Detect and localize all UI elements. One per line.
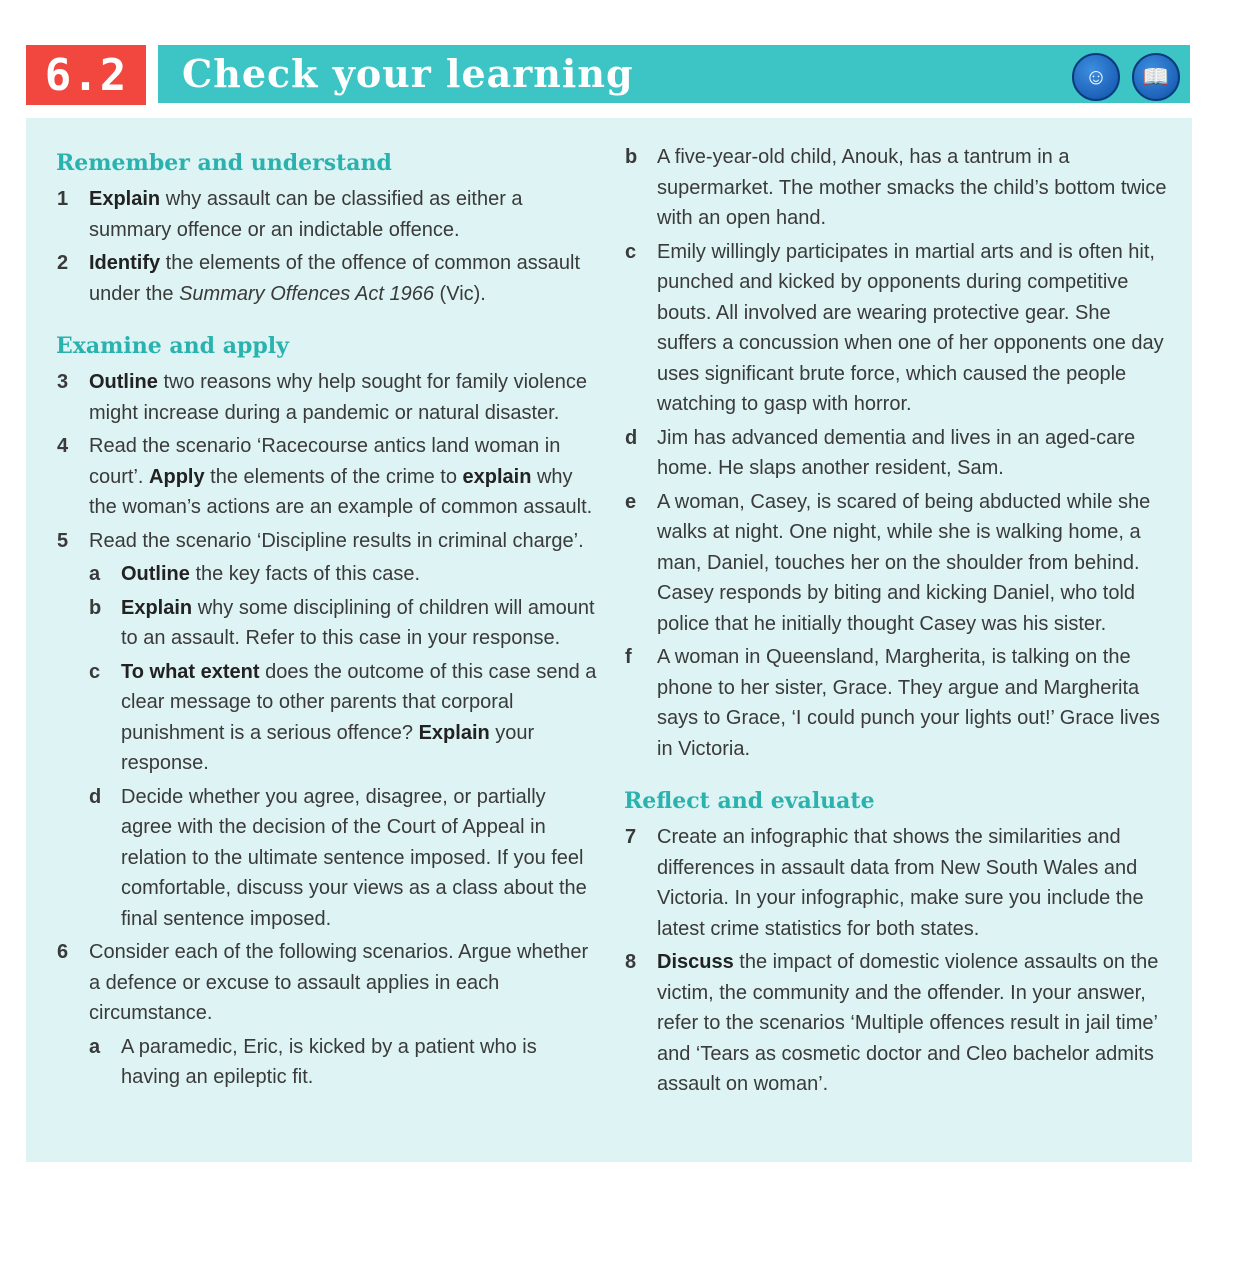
question-text: Summary Offences Act 1966 [179, 282, 434, 305]
questions-panel [26, 118, 1192, 1162]
head-icon[interactable]: ☺ [1072, 53, 1120, 101]
question-number: b [625, 146, 638, 168]
command-verb: Outline [121, 563, 190, 585]
question-number: 8 [625, 951, 637, 973]
question-text: the elements of the crime to [204, 465, 463, 488]
command-verb: explain [462, 465, 532, 488]
sub-question [57, 1032, 597, 1093]
question-text: the impact of domestic violence assaults on the victim, the community and the offender. In your answer, refer to the scenarios ‘Multiple offences result in jail time’ and ‘Tears as cosmetic doctor and Cleo bachelor admits assault on woman’. [657, 951, 1159, 1095]
left-column [57, 150, 597, 1096]
question-item [57, 431, 597, 523]
question-text: A woman in Queensland, Margherita, is talking on the phone to her sister, Grace. They argue and Margherita says to Grace, ‘I could punch your lights out!’ Grace lives in Victoria. [657, 646, 1160, 760]
question-text: A five-year-old child, Anouk, has a tantrum in a supermarket. The mother smacks the child’s bottom twice with an open hand. [657, 146, 1167, 229]
question-number: e [625, 490, 637, 513]
question-item [625, 642, 1170, 764]
question-text: does the outcome of this case send a clear message to other parents that corporal punishment is a serious offence? [121, 660, 597, 744]
question-number: c [89, 660, 101, 683]
section-heading: Examine and apply [56, 333, 289, 359]
question-text: (Vic). [434, 282, 486, 305]
question-text: Decide whether you agree, disagree, or partially agree with the decision of the Court of Appeal in relation to the ultimate sentence imposed. If you feel comfortable, discuss your views as a class about the final sentence imposed. [121, 785, 587, 930]
sub-question [57, 559, 597, 590]
sub-question [57, 657, 597, 779]
question-number: 1 [57, 188, 69, 210]
question-text: Create an infographic that shows the similarities and differences in assault data from New South Wales and Victoria. In your infographic, make sure you include the latest crime statistics for both states. [657, 826, 1144, 940]
question-text: A woman, Casey, is scared of being abducted while she walks at night. One night, while she is walking home, a man, Daniel, touches her on the shoulder from behind. Casey responds by biting and kicking Daniel, who told police that he initially thought Casey was his sister. [657, 490, 1151, 635]
command-verb: To what extent [121, 660, 260, 683]
question-text: your response. [121, 721, 535, 774]
question-text: Read the scenario ‘Discipline results in criminal charge’. [89, 529, 584, 552]
question-item [625, 142, 1170, 234]
question-number: d [625, 426, 638, 449]
command-verb: Discuss [657, 951, 734, 973]
question-number: b [89, 596, 102, 619]
question-text: the key facts of this case. [189, 563, 420, 585]
reading-icon[interactable]: 📖 [1132, 53, 1180, 101]
question-item [625, 822, 1170, 944]
question-text: Consider each of the following scenarios. Argue whether a defence or excuse to assault applies in each circumstance. [89, 941, 589, 1024]
question-number: d [89, 785, 102, 808]
right-column [625, 142, 1170, 1103]
question-text: Read the scenario ‘Racecourse antics land woman in court’. [89, 435, 561, 488]
question-item [57, 526, 597, 557]
question-number: 4 [57, 435, 69, 457]
question-text: A paramedic, Eric, is kicked by a patient who is having an epileptic fit. [121, 1035, 537, 1088]
command-verb: Explain [121, 596, 193, 619]
sub-question [57, 593, 597, 654]
section-heading: Reflect and evaluate [624, 788, 875, 814]
sub-question [57, 782, 597, 935]
question-number: a [89, 563, 101, 585]
question-number: 5 [57, 529, 69, 552]
question-item [57, 248, 597, 309]
question-item [625, 423, 1170, 484]
question-number: 2 [57, 252, 69, 274]
section-number: 6.2 [26, 45, 146, 105]
question-text: why the woman’s actions are an example of common assault. [89, 465, 593, 518]
question-item [57, 184, 597, 245]
title-bar [158, 45, 1190, 103]
question-item [625, 237, 1170, 420]
question-text: Emily willingly participates in martial arts and is often hit, punched and kicked by opponents during competitive bouts. All involved are wearing protective gear. She suffers a concussion when one of her opponents one day uses significant brute force, which caused the people watching to gasp with horror. [657, 240, 1164, 415]
command-verb: Identify [89, 252, 161, 274]
command-verb: Explain [89, 188, 161, 210]
question-text: why some disciplining of children will amount to an assault. Refer to this case in your response. [121, 596, 595, 649]
question-text: why assault can be classified as either a summary offence or an indictable offence. [89, 188, 523, 241]
command-verb: Explain [418, 721, 490, 744]
section-heading: Remember and understand [56, 150, 392, 176]
command-verb: Outline [89, 371, 158, 393]
question-text: Jim has advanced dementia and lives in an aged-care home. He slaps another resident, Sam. [657, 426, 1136, 479]
question-number: c [625, 240, 637, 263]
question-text: the elements of the offence of common assault under the [89, 252, 580, 305]
question-number: 3 [57, 371, 69, 393]
page-title: Check your learning [182, 51, 634, 96]
question-number: a [89, 1035, 101, 1058]
question-item [57, 937, 597, 1029]
question-item [625, 487, 1170, 640]
question-number: f [625, 646, 632, 668]
question-item [625, 947, 1170, 1100]
question-number: 6 [57, 941, 69, 963]
command-verb: Apply [149, 465, 205, 488]
question-number: 7 [625, 826, 637, 848]
question-text: two reasons why help sought for family violence might increase during a pandemic or natural disaster. [89, 371, 587, 424]
question-item [57, 367, 597, 428]
